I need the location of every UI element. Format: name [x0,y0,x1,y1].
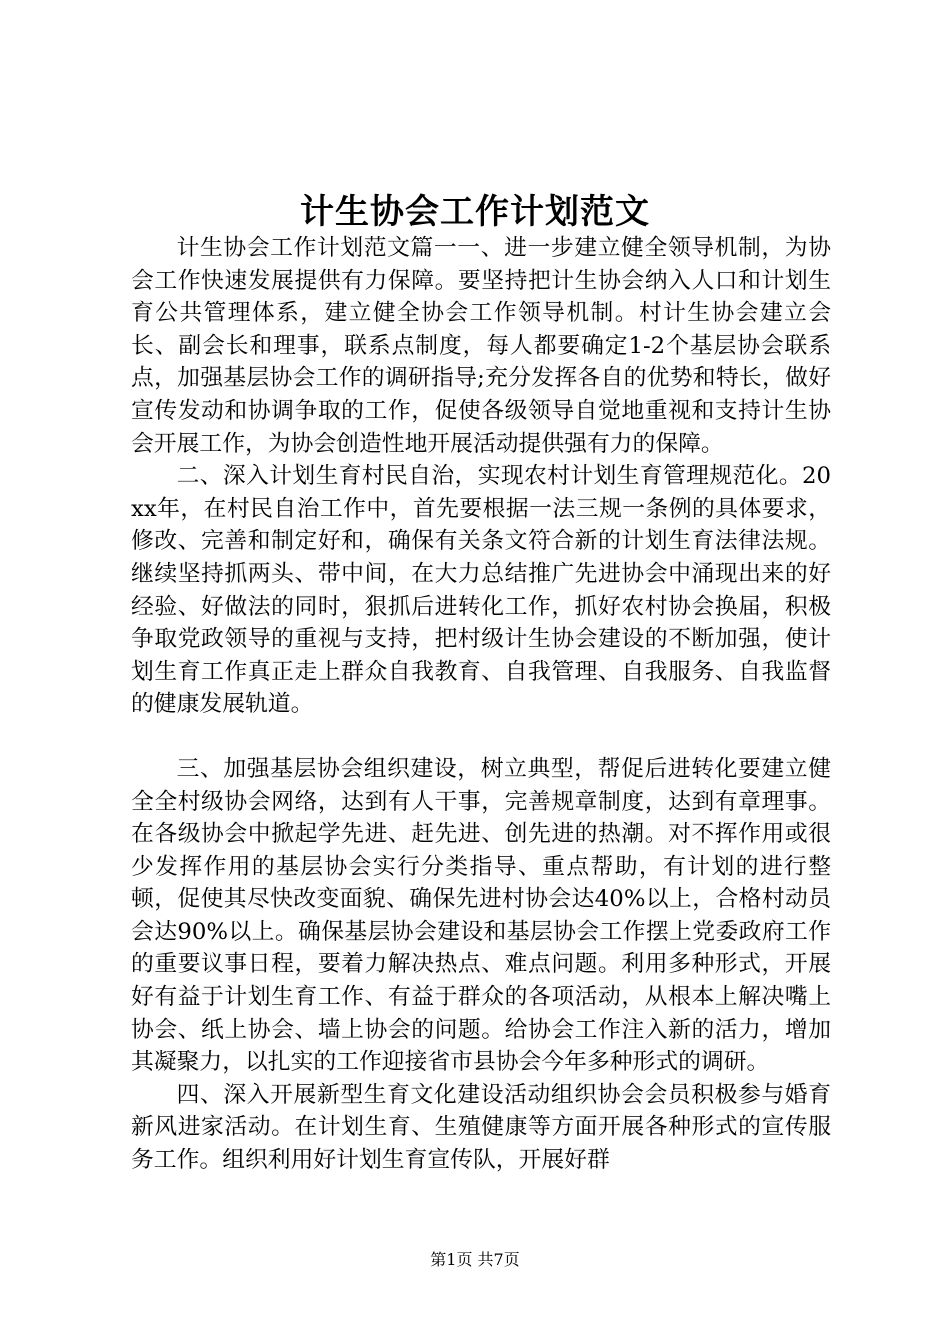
paragraph-2: 二、深入计划生育村民自治，实现农村计划生育管理规范化。20xx年，在村民自治工作中，首先要根据一法三规一条例的具体要求，修改、完善和制定好和，确保有关条文符合新的计划生育法律法规。继续坚持抓两头、带中间，在大力总结推广先进协会中涌现出来的好经验、好做法的同时，狠抓后进转化工作，抓好农村协会换届，积极争取党政领导的重视与支持，把村级计生协会建设的不断加强，使计划生育工作真正走上群众自我教育、自我管理、自我服务、自我监督的健康发展轨道。 [131,463,831,718]
page-footer: 第1页 共7页 [430,1250,520,1269]
paragraph-1: 计生协会工作计划范文篇一一、进一步建立健全领导机制，为协会工作快速发展提供有力保障。要坚持把计生协会纳入人口和计划生育公共管理体系，建立健全协会工作领导机制。村计生协会建立会长、副会长和理事，联系点制度，每人都要确定1-2个基层协会联系点，加强基层协会工作的调研指导;充分发挥各自的优势和特长，做好宣传发动和协调争取的工作，促使各级领导自觉地重视和支持计生协会开展工作，为协会创造性地开展活动提供强有力的保障。 [131,235,831,457]
document-title: 计生协会工作计划范文 [300,192,650,232]
document-body [131,232,831,1177]
paragraph-4: 四、深入开展新型生育文化建设活动组织协会会员积极参与婚育新风进家活动。在计划生育、生殖健康等方面开展各种形式的宣传服务工作。组织利用好计划生育宣传队，开展好群 [131,1081,831,1174]
paragraph-3: 三、加强基层协会组织建设，树立典型，帮促后进转化要建立健全全村级协会网络，达到有人干事，完善规章制度，达到有章理事。在各级协会中掀起学先进、赶先进、创先进的热潮。对不挥作用或很少发挥作用的基层协会实行分类指导、重点帮助，有计划的进行整顿，促使其尽快改变面貌、确保先进村协会达40%以上，合格村动员会达90%以上。确保基层协会建设和基层协会工作摆上党委政府工作的重要议事日程，要着力解决热点、难点问题。利用多种形式，开展好有益于计划生育工作、有益于群众的各项活动，从根本上解决嘴上协会、纸上协会、墙上协会的问题。给协会工作注入新的活力，增加其凝聚力，以扎实的工作迎接省市县协会今年多种形式的调研。 [131,755,831,1076]
